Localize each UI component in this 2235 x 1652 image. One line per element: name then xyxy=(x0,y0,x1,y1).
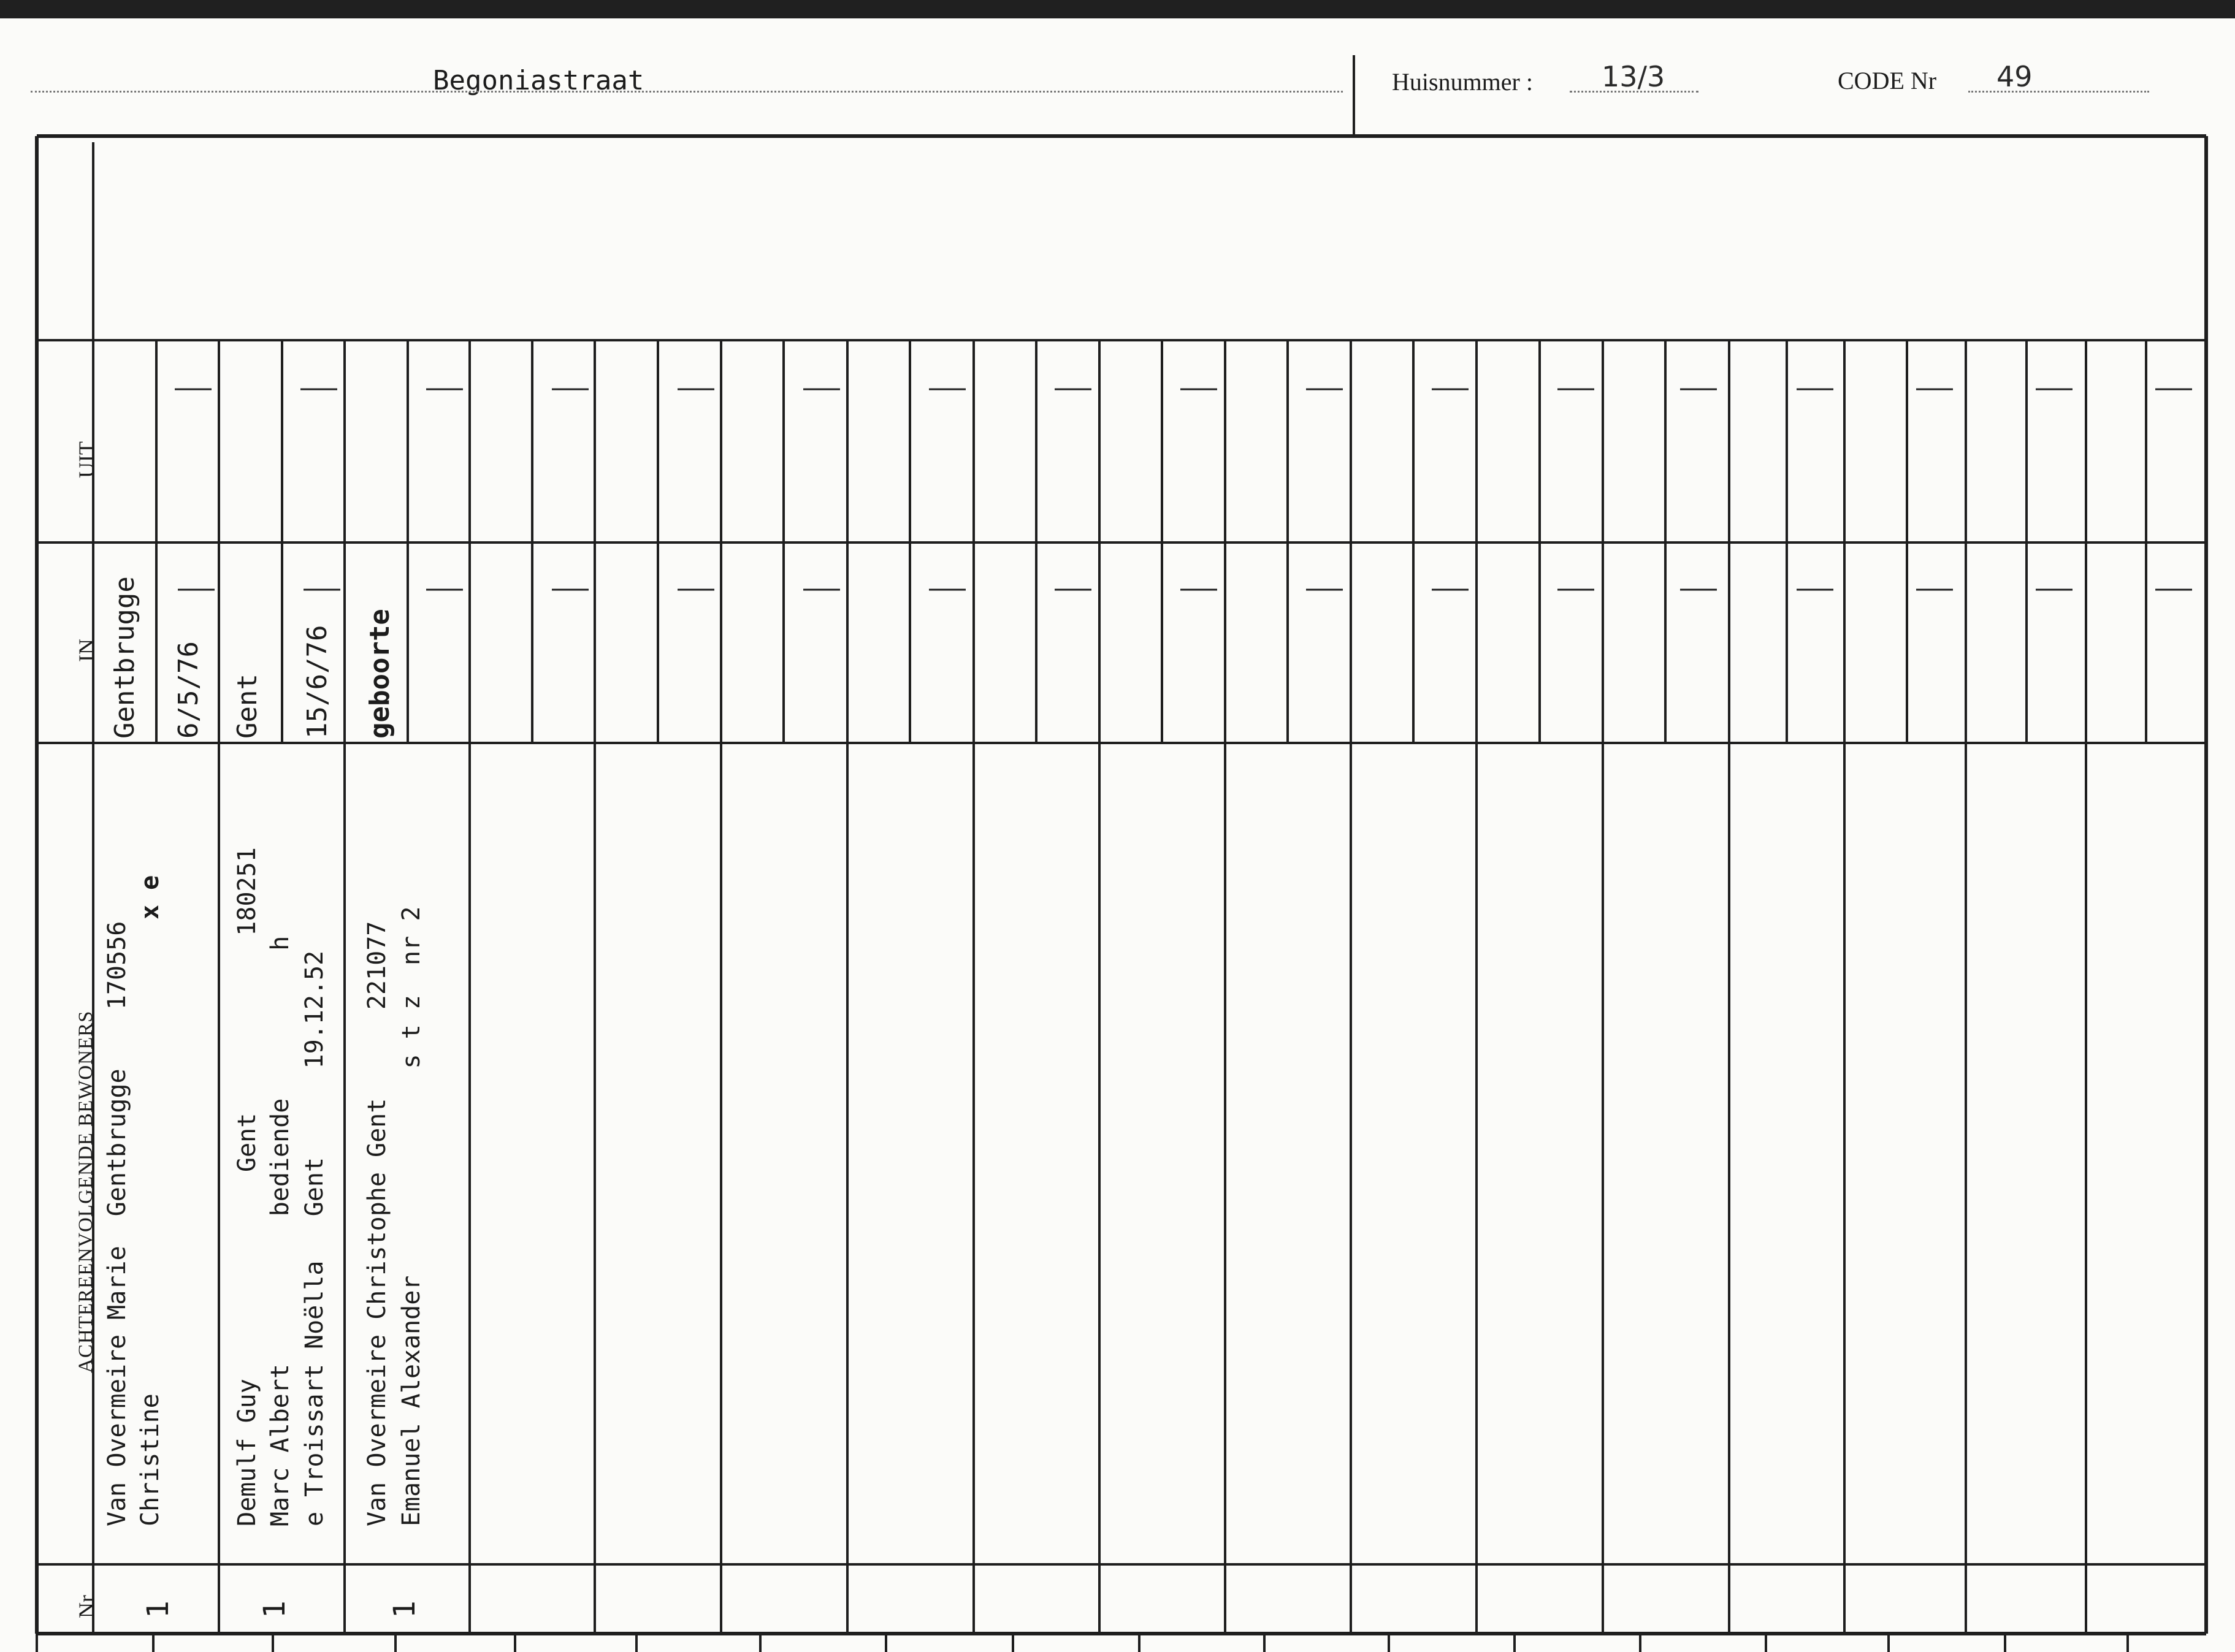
entry-2-name-line2: Marc Albert bediende h xyxy=(266,935,294,1526)
entry-1-nr: 1 xyxy=(141,1601,175,1618)
entry-2-name-line3: e Troissart Noëlla Gent 19.12.52 xyxy=(300,950,329,1526)
in-label: IN xyxy=(74,639,99,662)
entry-3-name-line2: Emanuel Alexander s t z nr 2 xyxy=(397,906,426,1526)
entry-1-code-letters: x e xyxy=(136,875,164,919)
entry-2-name-line1: Demulf Guy Gent 180251 xyxy=(233,847,261,1526)
entry-2-in-date: 15/6/76 xyxy=(302,625,333,739)
entry-3-name-line1: Van Overmeire Christophe Gent 221077 xyxy=(363,921,391,1526)
huisnummer-label: Huisnummer : xyxy=(1392,68,1533,96)
uit-label: UIT xyxy=(74,441,99,478)
entry-3-in-place: geboorte xyxy=(364,609,395,739)
nr-label: Nr xyxy=(74,1595,99,1618)
huisnummer-value[interactable]: 13/3 xyxy=(1602,60,1665,93)
entry-1-in-place: Gentbrugge xyxy=(109,576,140,739)
street-name: Begoniastraat xyxy=(433,65,644,96)
bewoners-label: ACHTEREENVOLGENDE BEWONERS xyxy=(75,1010,97,1373)
entry-2-in-place: Gent xyxy=(232,674,263,739)
entry-1-name-line2: Christine xyxy=(136,1393,164,1526)
entry-1-in-date: 6/5/76 xyxy=(173,641,204,739)
entry-2-nr: 1 xyxy=(258,1601,292,1618)
entry-3-nr: 1 xyxy=(388,1601,422,1618)
code-label: CODE Nr xyxy=(1838,67,1937,94)
entry-1-name-line1: Van Overmeire Marie Gentbrugge 170556 xyxy=(103,921,131,1526)
code-value[interactable]: 49 xyxy=(1996,60,2033,93)
